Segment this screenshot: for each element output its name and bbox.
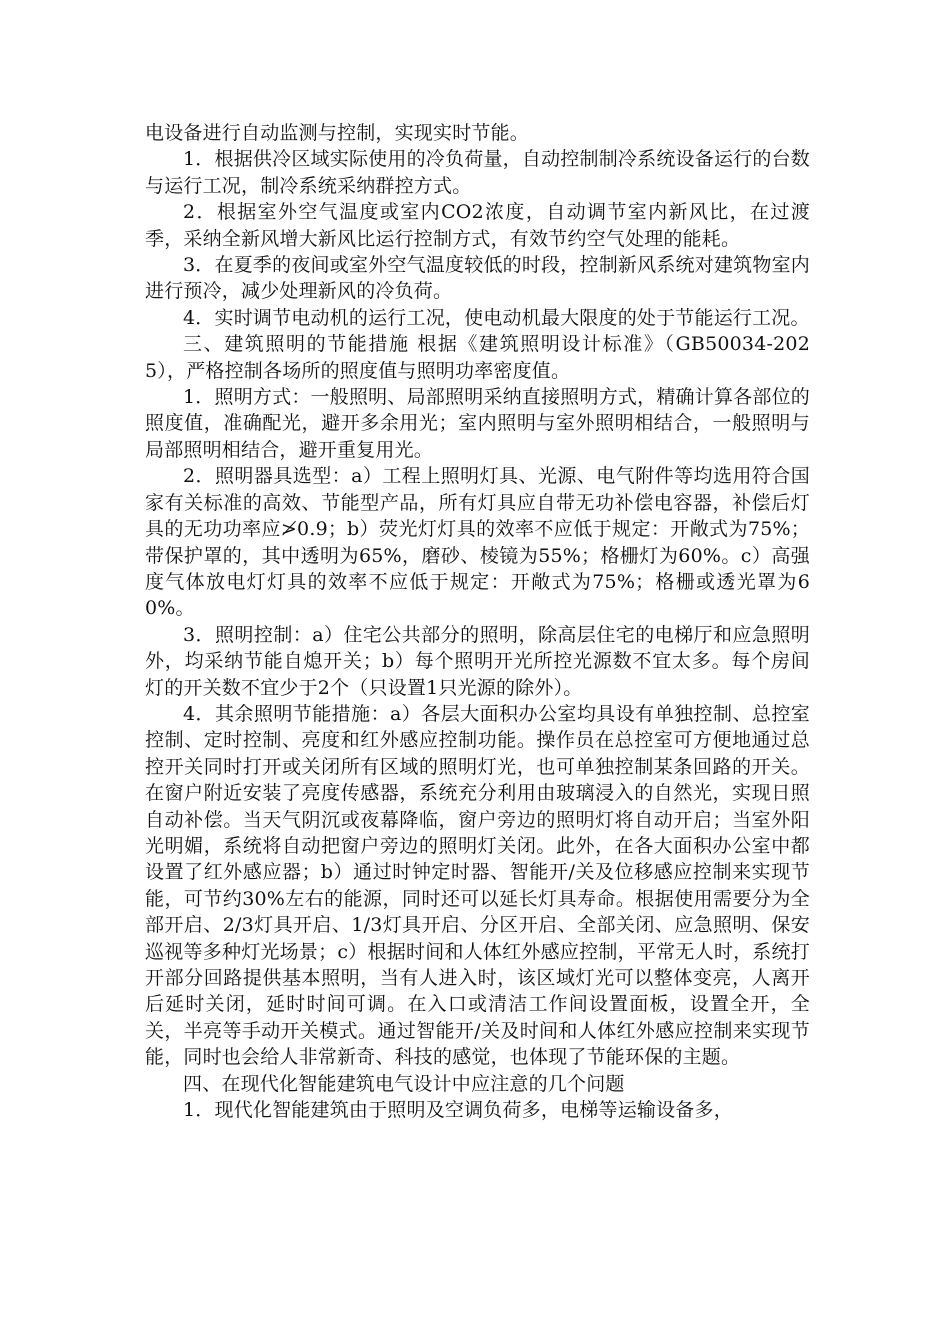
paragraph-lighting-control: 3．照明控制：a）住宅公共部分的照明，除高层住宅的电梯厅和应急照明外，均采纳节能自熄开关；b）每个照明开光所控光源数不宜太多。每个房间灯的开关数不宜少于2个（只设置1只光源的除外）。 <box>145 623 810 699</box>
paragraph-precooling: 3．在夏季的夜间或室外空气温度较低的时段，控制新风系统对建筑物室内进行预冷，减少处理新风的冷负荷。 <box>145 254 810 303</box>
paragraph-motor-control: 4．实时调节电动机的运行工况，使电动机最大限度的处于节能运行工况。 <box>183 306 810 329</box>
paragraph-cooling-control: 1．根据供冷区域实际使用的冷负荷量，自动控制制冷系统设备运行的台数与运行工况，制冷系统采纳群控方式。 <box>145 148 810 197</box>
paragraph-continuation: 电设备进行自动监测与控制，实现实时节能。 <box>145 122 530 144</box>
paragraph-lighting-method: 1．照明方式：一般照明、局部照明采纳直接照明方式，精确计算各部位的照度值，准确配光，避开多余用光；室内照明与室外照明相结合，一般照明与局部照明相结合，避开重复用光。 <box>145 386 810 461</box>
paragraph-fresh-air-ratio: 2．根据室外空气温度或室内CO2浓度，自动调节室内新风比，在过渡季，采纳全新风增大新风比运行控制方式，有效节约空气处理的能耗。 <box>145 201 810 250</box>
paragraph-other-measures: 4．其余照明节能措施：a）各层大面积办公室均具设有单独控制、总控室控制、定时控制、亮度和红外感应控制功能。操作员在总控室可方便地通过总控开关同时打开或关闭所有区域的照明灯光，也可单独控制某条回路的开关。在窗户附近安装了亮度传感器，系统充分利用由玻璃浸入的自然光，实现日照自动补偿。当天气阴沉或夜幕降临，窗户旁边的照明灯将自动开启；当室外阳光明媚，系统将自动把窗户旁边的照明灯关闭。此外，在各大面积办公室中都设置了红外感应器；b）通过时钟定时器、智能开/关及位移感应控制来实现节能，可节约30%左右的能源，同时还可以延长灯具寿命。根据使用需要分为全部开启、2/3灯具开启、1/3灯具开启、分区开启、全部关闭、应急照明、保安巡视等多种灯光场景；c）根据时间和人体红外感应控制，平常无人时，系统打开部分回路提供基本照明，当有人进入时，该区域灯光可以整体变亮，人离开后延时关闭，延时时间可调。在入口或清洁工作间设置面板，设置全开，全关，半亮等手动开关模式。通过智能开/关及时间和人体红外感应控制来实现节能，同时也会给人非常新奇、科技的感觉，也体现了节能环保的主题。 <box>145 702 810 1069</box>
section-heading-issues: 四、在现代化智能建筑电气设计中应注意的几个问题 <box>183 1072 625 1095</box>
paragraph-fixture-selection: 2．照明器具选型：a）工程上照明灯具、光源、电气附件等均选用符合国家有关标准的高效、节能型产品，所有灯具应自带无功补偿电容器，补偿后灯具的无功功率应≯0.9；b）荧光灯灯具的效率不应低于规定：开敞式为75%；带保护罩的，其中透明为65%，磨砂、棱镜为55%；格栅灯为60%。c）高强度气体放电灯灯具的效率不应低于规定：开敞式为75%；格栅或透光罩为60%。 <box>145 465 810 620</box>
paragraph-issue-one: 1．现代化智能建筑由于照明及空调负荷多，电梯等运输设备多， <box>183 1099 733 1122</box>
document-body <box>145 120 810 1123</box>
section-heading-lighting: 三、建筑照明的节能措施 根据《建筑照明设计标准》（GB50034-2025），严格控制各场所的照度值与照明功率密度值。 <box>145 333 810 382</box>
